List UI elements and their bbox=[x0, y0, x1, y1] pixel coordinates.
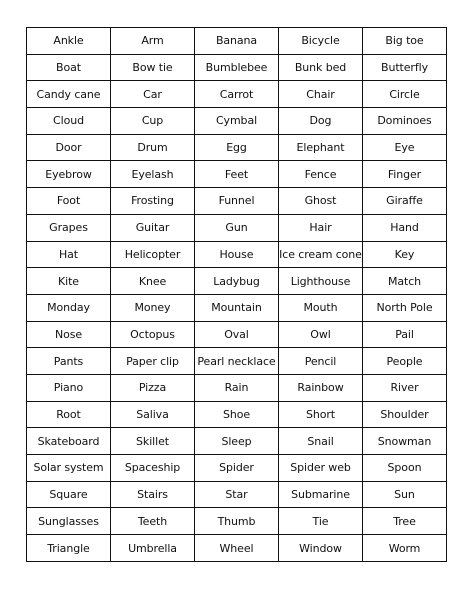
word-cell: Bunk bed bbox=[279, 54, 363, 81]
word-cell: River bbox=[363, 374, 447, 401]
word-cell: People bbox=[363, 348, 447, 375]
word-cell: Dominoes bbox=[363, 108, 447, 135]
word-cell: Short bbox=[279, 401, 363, 428]
word-cell: Car bbox=[111, 81, 195, 108]
word-cell: Ice cream cone bbox=[279, 241, 363, 268]
table-row bbox=[27, 348, 447, 375]
word-cell: Worm bbox=[363, 535, 447, 562]
word-cell: Wheel bbox=[195, 535, 279, 562]
word-cell: Cloud bbox=[27, 108, 111, 135]
word-cell: Owl bbox=[279, 321, 363, 348]
word-cell: House bbox=[195, 241, 279, 268]
word-cell: Snowman bbox=[363, 428, 447, 455]
word-cell: Elephant bbox=[279, 134, 363, 161]
word-cell: Candy cane bbox=[27, 81, 111, 108]
word-cell: Helicopter bbox=[111, 241, 195, 268]
word-cell: Eyebrow bbox=[27, 161, 111, 188]
word-cell: Oval bbox=[195, 321, 279, 348]
word-cell: Key bbox=[363, 241, 447, 268]
word-cell: Boat bbox=[27, 54, 111, 81]
word-cell: Skillet bbox=[111, 428, 195, 455]
table-row bbox=[27, 54, 447, 81]
word-cell: Grapes bbox=[27, 214, 111, 241]
table-row bbox=[27, 161, 447, 188]
word-cell: Mouth bbox=[279, 294, 363, 321]
word-cell: Nose bbox=[27, 321, 111, 348]
word-cell: Spaceship bbox=[111, 455, 195, 482]
word-cell: Sunglasses bbox=[27, 508, 111, 535]
table-row bbox=[27, 214, 447, 241]
word-cell: Butterfly bbox=[363, 54, 447, 81]
table-row bbox=[27, 374, 447, 401]
table-row bbox=[27, 321, 447, 348]
word-cell: Eyelash bbox=[111, 161, 195, 188]
word-table bbox=[26, 27, 447, 562]
table-row bbox=[27, 508, 447, 535]
word-cell: Pearl necklace bbox=[195, 348, 279, 375]
word-cell: Gun bbox=[195, 214, 279, 241]
word-cell: Thumb bbox=[195, 508, 279, 535]
word-cell: Tie bbox=[279, 508, 363, 535]
word-cell: Piano bbox=[27, 374, 111, 401]
word-cell: Sun bbox=[363, 481, 447, 508]
word-cell: Kite bbox=[27, 268, 111, 295]
word-cell: Pizza bbox=[111, 374, 195, 401]
table-row bbox=[27, 535, 447, 562]
table-row bbox=[27, 108, 447, 135]
word-cell: Lighthouse bbox=[279, 268, 363, 295]
word-list-sheet bbox=[26, 27, 447, 562]
word-cell: Match bbox=[363, 268, 447, 295]
word-cell: Rainbow bbox=[279, 374, 363, 401]
word-cell: Fence bbox=[279, 161, 363, 188]
word-cell: Eye bbox=[363, 134, 447, 161]
word-cell: Egg bbox=[195, 134, 279, 161]
word-cell: Window bbox=[279, 535, 363, 562]
word-cell: Money bbox=[111, 294, 195, 321]
word-cell: Octopus bbox=[111, 321, 195, 348]
table-row bbox=[27, 401, 447, 428]
word-cell: Cymbal bbox=[195, 108, 279, 135]
word-cell: Solar system bbox=[27, 455, 111, 482]
word-cell: Ankle bbox=[27, 28, 111, 55]
word-cell: Snail bbox=[279, 428, 363, 455]
word-cell: Umbrella bbox=[111, 535, 195, 562]
table-row bbox=[27, 294, 447, 321]
word-cell: Submarine bbox=[279, 481, 363, 508]
word-cell: Pencil bbox=[279, 348, 363, 375]
word-cell: Shoulder bbox=[363, 401, 447, 428]
word-cell: Pail bbox=[363, 321, 447, 348]
table-row bbox=[27, 81, 447, 108]
word-cell: Dog bbox=[279, 108, 363, 135]
word-cell: Foot bbox=[27, 188, 111, 215]
table-row bbox=[27, 188, 447, 215]
word-cell: Circle bbox=[363, 81, 447, 108]
word-table-body bbox=[27, 28, 447, 562]
table-row bbox=[27, 134, 447, 161]
word-cell: Bicycle bbox=[279, 28, 363, 55]
word-cell: Feet bbox=[195, 161, 279, 188]
word-cell: Carrot bbox=[195, 81, 279, 108]
word-cell: Saliva bbox=[111, 401, 195, 428]
word-cell: Triangle bbox=[27, 535, 111, 562]
word-cell: Mountain bbox=[195, 294, 279, 321]
word-cell: Skateboard bbox=[27, 428, 111, 455]
word-cell: Giraffe bbox=[363, 188, 447, 215]
word-cell: Hat bbox=[27, 241, 111, 268]
word-cell: Arm bbox=[111, 28, 195, 55]
word-cell: Funnel bbox=[195, 188, 279, 215]
word-cell: Shoe bbox=[195, 401, 279, 428]
table-row bbox=[27, 28, 447, 55]
word-cell: Paper clip bbox=[111, 348, 195, 375]
word-cell: Spoon bbox=[363, 455, 447, 482]
word-cell: North Pole bbox=[363, 294, 447, 321]
word-cell: Big toe bbox=[363, 28, 447, 55]
word-cell: Banana bbox=[195, 28, 279, 55]
word-cell: Root bbox=[27, 401, 111, 428]
word-cell: Monday bbox=[27, 294, 111, 321]
word-cell: Cup bbox=[111, 108, 195, 135]
word-cell: Hand bbox=[363, 214, 447, 241]
word-cell: Hair bbox=[279, 214, 363, 241]
word-cell: Drum bbox=[111, 134, 195, 161]
table-row bbox=[27, 428, 447, 455]
word-cell: Ghost bbox=[279, 188, 363, 215]
word-cell: Tree bbox=[363, 508, 447, 535]
word-cell: Star bbox=[195, 481, 279, 508]
table-row bbox=[27, 455, 447, 482]
word-cell: Sleep bbox=[195, 428, 279, 455]
word-cell: Pants bbox=[27, 348, 111, 375]
table-row bbox=[27, 481, 447, 508]
table-row bbox=[27, 241, 447, 268]
word-cell: Stairs bbox=[111, 481, 195, 508]
word-cell: Chair bbox=[279, 81, 363, 108]
word-cell: Spider bbox=[195, 455, 279, 482]
word-cell: Ladybug bbox=[195, 268, 279, 295]
word-cell: Teeth bbox=[111, 508, 195, 535]
word-cell: Bumblebee bbox=[195, 54, 279, 81]
word-cell: Spider web bbox=[279, 455, 363, 482]
word-cell: Bow tie bbox=[111, 54, 195, 81]
word-cell: Finger bbox=[363, 161, 447, 188]
word-cell: Rain bbox=[195, 374, 279, 401]
word-cell: Square bbox=[27, 481, 111, 508]
word-cell: Door bbox=[27, 134, 111, 161]
word-cell: Guitar bbox=[111, 214, 195, 241]
word-cell: Frosting bbox=[111, 188, 195, 215]
table-row bbox=[27, 268, 447, 295]
word-cell: Knee bbox=[111, 268, 195, 295]
